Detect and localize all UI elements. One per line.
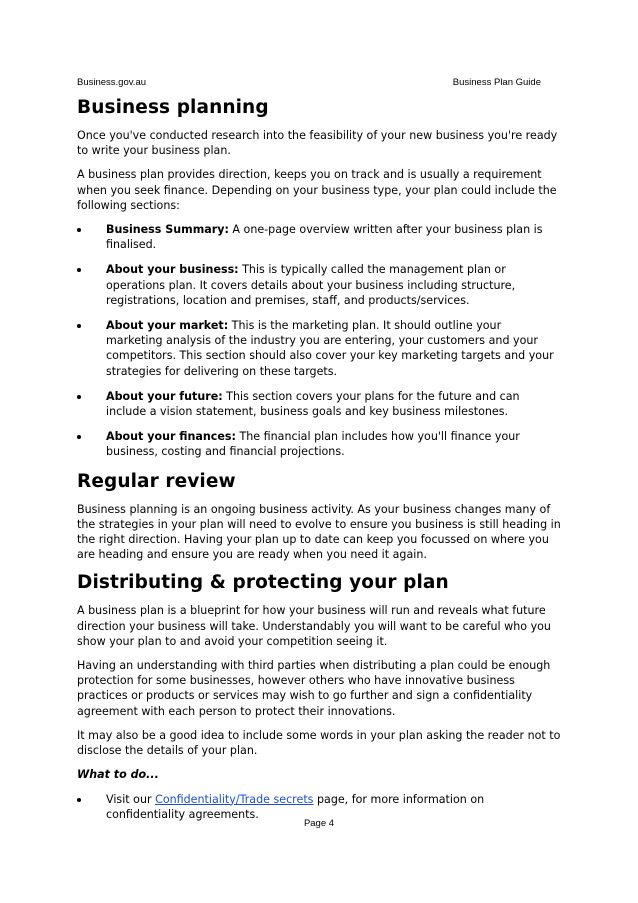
list-item bbox=[77, 389, 561, 419]
bullet-icon bbox=[77, 228, 81, 232]
header-guide-title: Business Plan Guide bbox=[452, 77, 541, 88]
list-item-term: Business Summary: bbox=[106, 223, 229, 237]
list-item bbox=[77, 318, 561, 379]
section-regular-review bbox=[77, 470, 561, 563]
bullet-icon bbox=[77, 268, 81, 272]
section-heading: Business planning bbox=[77, 97, 269, 118]
bullet-icon bbox=[77, 395, 81, 399]
confidentiality-trade-secrets-link[interactable]: Confidentiality/Trade secrets bbox=[155, 792, 314, 806]
section-business-planning bbox=[77, 96, 561, 460]
paragraph: Having an understanding with third parties when distributing a plan could be enough protection for some businesses, however others who have innovative business practices or products or services may wish to go further and sign a confidentiality agreement with each person to protect their innovations. bbox=[77, 659, 551, 718]
page-number: Page 4 bbox=[303, 818, 335, 829]
section-heading: Distributing & protecting your plan bbox=[77, 572, 449, 594]
list-item-text: This section covers your plans for the future and can include a vision statement, business goals and key business milestones. bbox=[106, 389, 520, 419]
paragraph: It may also be a good idea to include some words in your plan asking the reader not to disclose the details of your plan. bbox=[77, 728, 561, 758]
list-item-text: The financial plan includes how you'll finance your business, costing and financial projections. bbox=[106, 430, 520, 459]
list-item-text: A one-page overview written after your business plan is finalised. bbox=[106, 223, 543, 252]
list-item bbox=[77, 262, 561, 308]
document-body bbox=[77, 96, 561, 832]
list-item-term: About your market: bbox=[106, 319, 229, 333]
what-to-do-heading: What to do... bbox=[77, 768, 159, 782]
paragraph: A business plan is a blueprint for how your business will run and reveals what future direction your business will take. Understandably you will want to be careful who you show your plan to and avoid your competition seeing it. bbox=[77, 604, 551, 648]
bullet-icon bbox=[77, 798, 81, 802]
list-item-text: This is typically called the management plan or operations plan. It covers details about your business including structure, registrations, location and premises, staff, and products/services. bbox=[106, 263, 516, 307]
paragraph: A business plan provides direction, keeps you on track and is usually a requirement when you seek finance. Depending on your business type, your plan could include the following sections: bbox=[77, 168, 557, 212]
header-site-name: Business.gov.au bbox=[77, 77, 147, 88]
bullet-icon bbox=[77, 435, 81, 439]
todo-suffix: page, for more information on confidentiality agreements. bbox=[106, 792, 485, 821]
paragraph: Once you've conducted research into the feasibility of your new business you're ready to write your business plan. bbox=[77, 129, 558, 158]
list-item-term: About your future: bbox=[106, 389, 223, 403]
list-item-term: About your business: bbox=[106, 263, 239, 277]
section-distributing-protecting bbox=[77, 571, 561, 821]
list-item bbox=[77, 222, 561, 252]
paragraph: Business planning is an ongoing business activity. As your business changes many of the strategies in your plan will need to evolve to ensure you business is still heading in the right direction. Having your plan up to date can keep you focussed on where you are heading and ensure you are ready when you need it again. bbox=[77, 502, 561, 562]
list-item-term: About your finances: bbox=[106, 430, 236, 444]
plan-sections-list bbox=[77, 222, 561, 460]
list-item bbox=[77, 429, 561, 459]
list-item-text: This is the marketing plan. It should outline your marketing analysis of the industry you are entering, your customers and your competitors. This section should also cover your key marketing targets and your strategies for delivering on these targets. bbox=[106, 319, 554, 378]
todo-prefix: Visit our bbox=[106, 792, 156, 806]
bullet-icon bbox=[77, 324, 81, 328]
section-heading: Regular review bbox=[77, 470, 236, 492]
